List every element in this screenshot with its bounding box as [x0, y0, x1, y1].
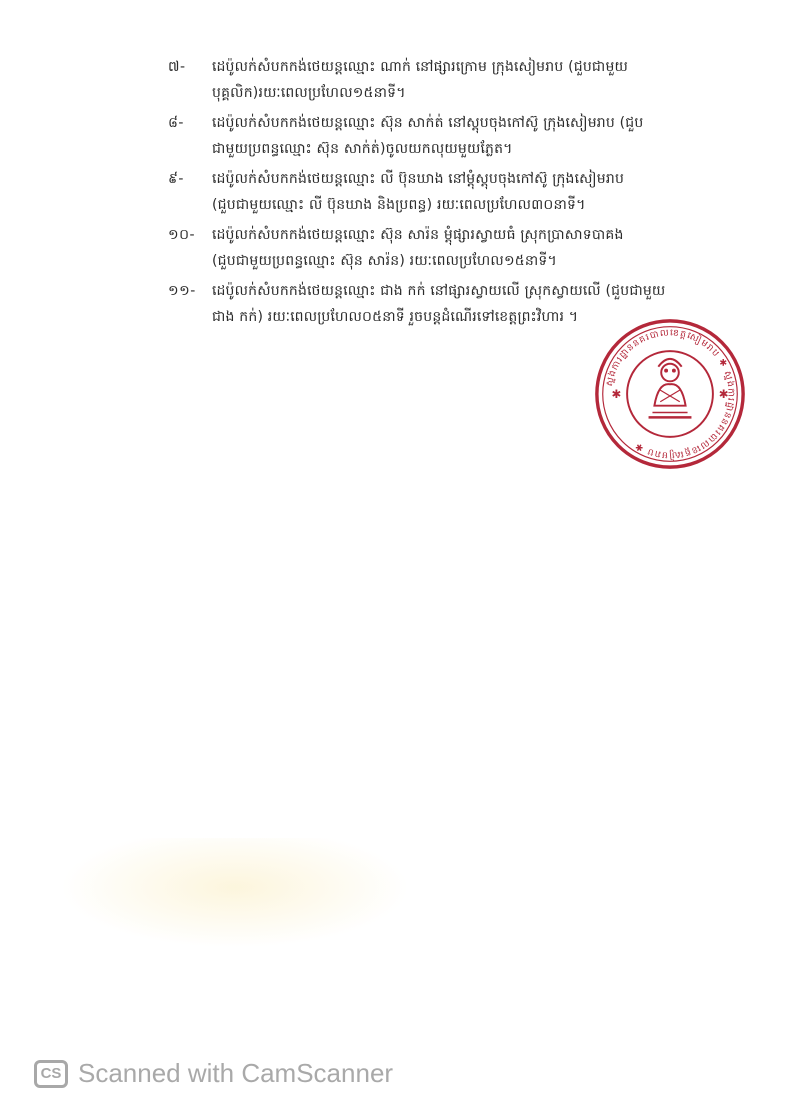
item-line: (ជួបជាមួយប្រពន្ធឈ្មោះ ស៊ុន សារ៉ន) រយៈពេលប្រហែល១៥នាទី។: [212, 253, 557, 269]
numbered-list: [168, 54, 728, 334]
official-seal-stamp: [592, 316, 748, 472]
watermark-label: Scanned with CamScanner: [78, 1058, 394, 1088]
item-text: [212, 166, 728, 218]
list-item: [168, 110, 728, 162]
svg-text:ស្នងការដ្ឋាននគរបាលខេត្តសៀមរាប: ស្នងការដ្ឋាននគរបាលខេត្តសៀមរាប ✱ ស្នងការដ្ឋាននគរបាលខេត្តសៀមរាប ✱: [603, 327, 737, 461]
scan-smudge: [60, 838, 410, 948]
item-number: ១០-: [168, 227, 196, 243]
scanner-watermark: [34, 1058, 393, 1089]
item-line: ដេប៉ូលក់សំបកកង់ថេយន្តឈ្មោះ ស៊ុន សាក់ត់ នៅស្តុបចុងកៅស៊ូ ក្រុងសៀមរាប (ជួប: [212, 115, 644, 131]
item-text: [212, 110, 728, 162]
list-item: [168, 54, 728, 106]
item-text: [212, 222, 728, 274]
camscanner-logo-icon: CS: [34, 1060, 68, 1088]
item-text: [212, 54, 728, 106]
item-line: ដេប៉ូលក់សំបកកង់ថេយន្តឈ្មោះ លី ប៊ុនឃាង នៅម្តុំស្តុបចុងកៅស៊ូ ក្រុងសៀមរាប: [212, 171, 625, 187]
list-item: [168, 222, 728, 274]
list-item: [168, 166, 728, 218]
item-line: ជាមួយប្រពន្ធឈ្មោះ ស៊ុន សាក់ត់)ចូលយកលុយមួយភ្លែត។: [212, 141, 513, 157]
item-line: (ជួបជាមួយឈ្មោះ លី ប៊ុនឃាង និងប្រពន្ធ) រយៈពេលប្រហែល៣០នាទី។: [212, 197, 586, 213]
item-number: ១១-: [168, 283, 196, 299]
item-line: បុគ្គលិក)រយៈពេលប្រហែល១៥នាទី។: [212, 85, 406, 101]
item-line: ដេប៉ូលក់សំបកកង់ថេយន្តឈ្មោះ ជាង កក់ នៅផ្សារស្វាយលើ ស្រុកស្វាយលើ (ជួបជាមួយ: [212, 283, 666, 299]
svg-text:✱: ✱: [718, 386, 729, 401]
item-line: ដេប៉ូលក់សំបកកង់ថេយន្តឈ្មោះ ស៊ុន សារ៉ន ម្តុំផ្សារស្វាយធំ ស្រុកប្រាសាទបាគង: [212, 227, 624, 243]
seal-emblem-icon: [649, 359, 692, 418]
item-line: ដេប៉ូលក់សំបកកង់ថេយន្តឈ្មោះ ណាក់ នៅផ្សារក្រោម ក្រុងសៀមរាប (ជួបជាមួយ: [212, 59, 629, 75]
item-number: ៨-: [168, 115, 184, 131]
item-number: ៩-: [168, 171, 184, 187]
item-number: ៧-: [168, 59, 186, 75]
svg-text:✱: ✱: [611, 386, 622, 401]
item-line: ជាង កក់) រយៈពេលប្រហែល០៥នាទី រួចបន្តដំណើរទៅខេត្តព្រះវិហារ ។: [212, 309, 579, 325]
